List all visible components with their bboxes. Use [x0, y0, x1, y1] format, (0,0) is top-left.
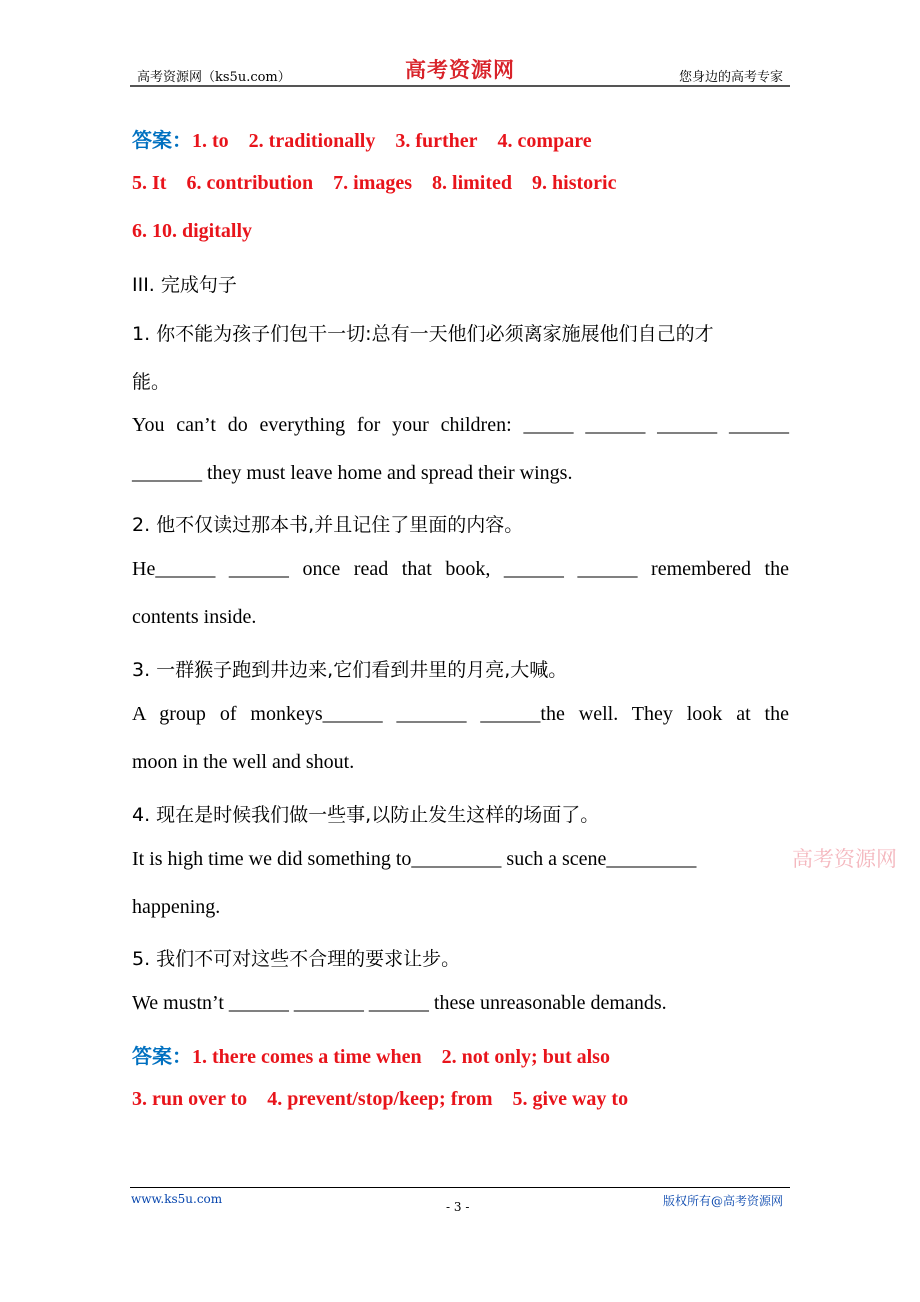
header-rule: [130, 85, 790, 87]
q1-chinese-cont: 能。: [132, 371, 171, 393]
answer-item: 3. run over to: [132, 1088, 248, 1110]
answer-item: 3. further: [395, 130, 478, 152]
q1-english: You can’t do everything for your children: _____ ______ ______ ______: [132, 414, 789, 436]
section-title: III. 完成句子: [132, 274, 237, 296]
q2-chinese: 2. 他不仅读过那本书,并且记住了里面的内容。: [132, 514, 524, 536]
watermark: 高考资源网: [792, 847, 897, 871]
q5-chinese: 5. 我们不可对这些不合理的要求让步。: [132, 948, 461, 970]
answer-item: 6. 10. digitally: [132, 220, 253, 242]
answer-item: 6. contribution: [186, 172, 314, 194]
q4-chinese: 4. 现在是时候我们做一些事,以防止发生这样的场面了。: [132, 804, 600, 826]
q4-english-cont: happening.: [132, 896, 221, 918]
q1-chinese: 1. 你不能为孩子们包干一切:总有一天他们必须离家施展他们自己的才: [132, 323, 714, 345]
q4-english: It is high time we did something to_________ such a scene_________: [132, 848, 697, 870]
answers-1-line-3: [132, 220, 252, 243]
answer-item: 7. images: [333, 172, 413, 194]
answer-item: 5. give way to: [512, 1088, 629, 1110]
answer-item: 8. limited: [432, 172, 513, 194]
answers-1-line-2: [132, 172, 636, 195]
q1-english-cont: _______ they must leave home and spread their wings.: [132, 462, 573, 484]
answer-item: 4. compare: [497, 130, 592, 152]
answer-item: 2. not only; but also: [441, 1046, 610, 1068]
footer-right: 版权所有@高考资源网: [662, 1194, 783, 1208]
answer-item: 2. traditionally: [248, 130, 376, 152]
answer-label: 答案：: [132, 1046, 192, 1068]
answer-label: 答案：: [132, 130, 192, 152]
header-left: 高考资源网（ks5u.com）: [137, 70, 291, 85]
answer-item: 1. there comes a time when: [192, 1046, 422, 1068]
q5-english: We mustn’t ______ _______ ______ these unreasonable demands.: [132, 992, 667, 1014]
q3-chinese: 3. 一群猴子跑到井边来,它们看到井里的月亮,大喊。: [132, 659, 568, 681]
answers-1-line-1: [132, 124, 612, 153]
q3-english-cont: moon in the well and shout.: [132, 751, 355, 773]
footer-rule: [130, 1187, 790, 1188]
answers-2-line-2: [132, 1088, 648, 1111]
header-logo: 高考资源网: [405, 57, 515, 82]
answers-2-line-1: [132, 1040, 630, 1069]
answer-item: 4. prevent/stop/keep; from: [267, 1088, 493, 1110]
footer-link[interactable]: www.ks5u.com: [131, 1192, 223, 1206]
q3-english: A group of monkeys______ _______ ______the well. They look at the: [132, 703, 789, 725]
header-right: 您身边的高考专家: [678, 70, 783, 85]
page-number: - 3 -: [446, 1200, 470, 1214]
answer-item: 5. It: [132, 172, 167, 194]
q2-english-cont: contents inside.: [132, 606, 257, 628]
q2-english: He______ ______ once read that book, ______ ______ remembered the: [132, 558, 789, 580]
answer-item: 1. to: [192, 130, 229, 152]
answer-item: 9. historic: [532, 172, 617, 194]
